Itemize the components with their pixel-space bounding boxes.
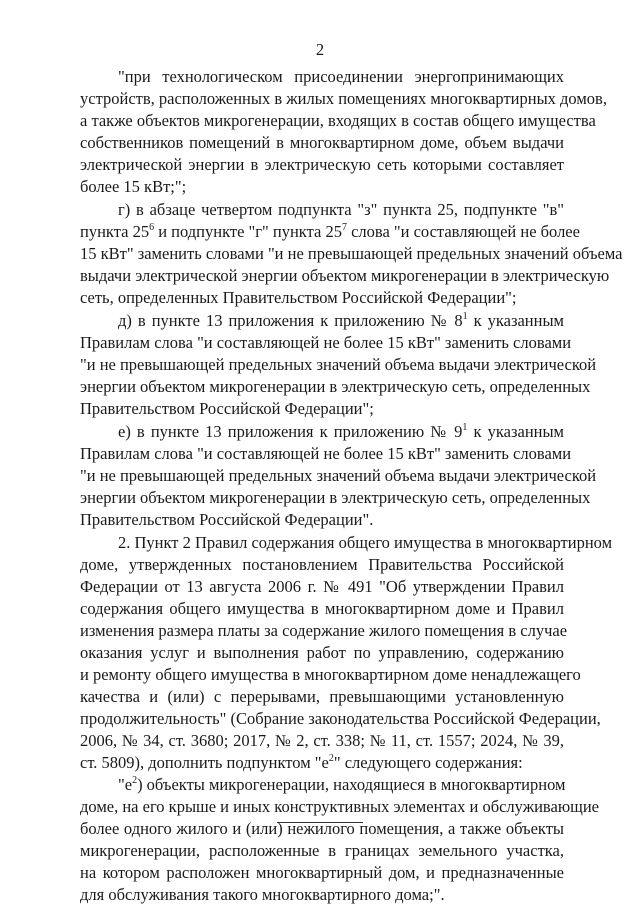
text-line bbox=[80, 620, 568, 642]
text-segment: сеть, определенных Правительством Российской Федерации"; bbox=[80, 288, 517, 307]
text-segment: пункта 25 bbox=[80, 222, 150, 241]
text-segment: г) в абзаце четвертом подпункта "з" пункта 25, подпункте "в" bbox=[118, 200, 564, 219]
text-segment: продолжительность" (Собрание законодательства Российской Федерации, bbox=[80, 709, 601, 728]
text-line bbox=[80, 154, 564, 176]
text-segment: оказания услуг и выполнения работ по управлению, содержанию bbox=[80, 643, 564, 662]
text-line bbox=[118, 199, 564, 221]
text-line bbox=[80, 332, 572, 354]
text-segment: слова "и составляющей не более bbox=[346, 222, 580, 241]
superscript: 1 bbox=[462, 311, 468, 322]
text-segment: доме, утвержденных постановлением Правительства Российской bbox=[80, 555, 564, 574]
text-segment: е) в пункте 13 приложения к приложению № 9 bbox=[118, 422, 463, 441]
text-line bbox=[80, 398, 564, 420]
text-line bbox=[80, 862, 564, 884]
text-segment: доме, на его крыше и иных конструктивных элементах и обслуживающие bbox=[80, 797, 600, 816]
text-line bbox=[80, 642, 564, 664]
text-segment: Правилам слова "и составляющей не более 15 кВт" заменить словами bbox=[80, 444, 572, 463]
text-line bbox=[80, 443, 572, 465]
text-line bbox=[80, 509, 564, 531]
text-segment: микрогенерации, расположенные в границах земельного участка, bbox=[80, 841, 564, 860]
text-segment: а также объектов микрогенерации, входящих в состав общего имущества bbox=[80, 111, 596, 130]
text-segment: энергии объектом микрогенерации в электрическую сеть, определенных bbox=[80, 488, 591, 507]
text-line bbox=[80, 221, 580, 243]
text-segment: к указанным bbox=[467, 422, 565, 441]
superscript: 2 bbox=[328, 753, 334, 764]
text-segment: электрической энергии в электрическую сеть которыми составляет bbox=[80, 155, 564, 174]
text-segment: изменения размера платы за содержание жилого помещения в случае bbox=[80, 621, 568, 640]
footer-divider bbox=[277, 822, 363, 823]
text-segment: 2006, № 34, ст. 3680; 2017, № 2, ст. 338; № 11, ст. 1557; 2024, № 39, bbox=[80, 731, 564, 750]
text-segment: содержания общего имущества в многоквартирном доме и Правил bbox=[80, 599, 564, 618]
text-segment: Правительством Российской Федерации". bbox=[80, 510, 374, 529]
superscript: 1 bbox=[462, 422, 468, 433]
text-line bbox=[118, 310, 564, 332]
text-segment: качества и (или) с перерывами, превышающими установленную bbox=[80, 687, 564, 706]
text-line bbox=[80, 465, 597, 487]
text-segment: ) объекты микрогенерации, находящиеся в многоквартирном bbox=[137, 775, 566, 794]
text-line bbox=[80, 598, 564, 620]
page-number: 2 bbox=[315, 40, 325, 59]
text-segment: 15 кВт" заменить словами "и не превышающей предельных значений объема bbox=[80, 244, 623, 263]
text-segment: более одного жилого и (или) нежилого помещения, а также объекты bbox=[80, 819, 564, 838]
text-segment: и подпункте "г" пункта 25 bbox=[154, 222, 342, 241]
text-line bbox=[80, 243, 623, 265]
text-line bbox=[80, 576, 564, 598]
text-line bbox=[80, 730, 564, 752]
text-line bbox=[118, 532, 613, 554]
text-line bbox=[80, 354, 597, 376]
superscript: 7 bbox=[341, 222, 347, 233]
text-segment: выдачи электрической энергии объектом микрогенерации в электрическую bbox=[80, 266, 610, 285]
text-line bbox=[80, 884, 564, 906]
text-line bbox=[80, 752, 564, 774]
text-segment: " следующего содержания: bbox=[333, 753, 523, 772]
text-segment: "и не превышающей предельных значений объема выдачи электрической bbox=[80, 466, 597, 485]
text-line bbox=[80, 110, 596, 132]
text-segment: ст. 5809), дополнить подпунктом "е bbox=[80, 753, 329, 772]
text-segment: устройств, расположенных в жилых помещениях многоквартирных домов, bbox=[80, 89, 607, 108]
text-segment: д) в пункте 13 приложения к приложению № 8 bbox=[118, 311, 463, 330]
text-line bbox=[80, 664, 581, 686]
superscript: 2 bbox=[132, 775, 138, 786]
text-segment: собственников помещений в многоквартирном доме, объем выдачи bbox=[80, 133, 564, 152]
text-line bbox=[80, 840, 564, 862]
text-line bbox=[80, 376, 591, 398]
text-line bbox=[80, 554, 564, 576]
text-line bbox=[118, 774, 564, 796]
text-segment: Федерации от 13 августа 2006 г. № 491 "Об утверждении Правил bbox=[80, 577, 564, 596]
text-segment: более 15 кВт;"; bbox=[80, 177, 187, 196]
superscript: 6 bbox=[149, 222, 155, 233]
text-segment: энергии объектом микрогенерации в электрическую сеть, определенных bbox=[80, 377, 591, 396]
text-segment: и ремонту общего имущества в многоквартирном доме ненадлежащего bbox=[80, 665, 581, 684]
text-line bbox=[80, 176, 564, 198]
text-segment: "и не превышающей предельных значений объема выдачи электрической bbox=[80, 355, 597, 374]
text-segment: "при технологическом присоединении энергопринимающих bbox=[118, 67, 564, 86]
text-segment: для обслуживания такого многоквартирного дома;". bbox=[80, 885, 445, 904]
text-line bbox=[80, 132, 564, 154]
text-line bbox=[118, 66, 564, 88]
text-line bbox=[80, 487, 591, 509]
text-segment: 2. Пункт 2 Правил содержания общего имущества в многоквартирном bbox=[118, 533, 613, 552]
text-segment: на котором расположен многоквартирный дом, и предназначенные bbox=[80, 863, 564, 882]
text-line bbox=[80, 88, 607, 110]
text-line bbox=[80, 265, 610, 287]
text-segment: Правилам слова "и составляющей не более 15 кВт" заменить словами bbox=[80, 333, 572, 352]
text-segment: Правительством Российской Федерации"; bbox=[80, 399, 374, 418]
text-line bbox=[80, 686, 564, 708]
text-segment: к указанным bbox=[467, 311, 564, 330]
text-segment: "е bbox=[118, 775, 133, 794]
text-line bbox=[118, 421, 564, 443]
text-line bbox=[80, 287, 564, 309]
text-line bbox=[80, 796, 600, 818]
text-line bbox=[80, 708, 601, 730]
